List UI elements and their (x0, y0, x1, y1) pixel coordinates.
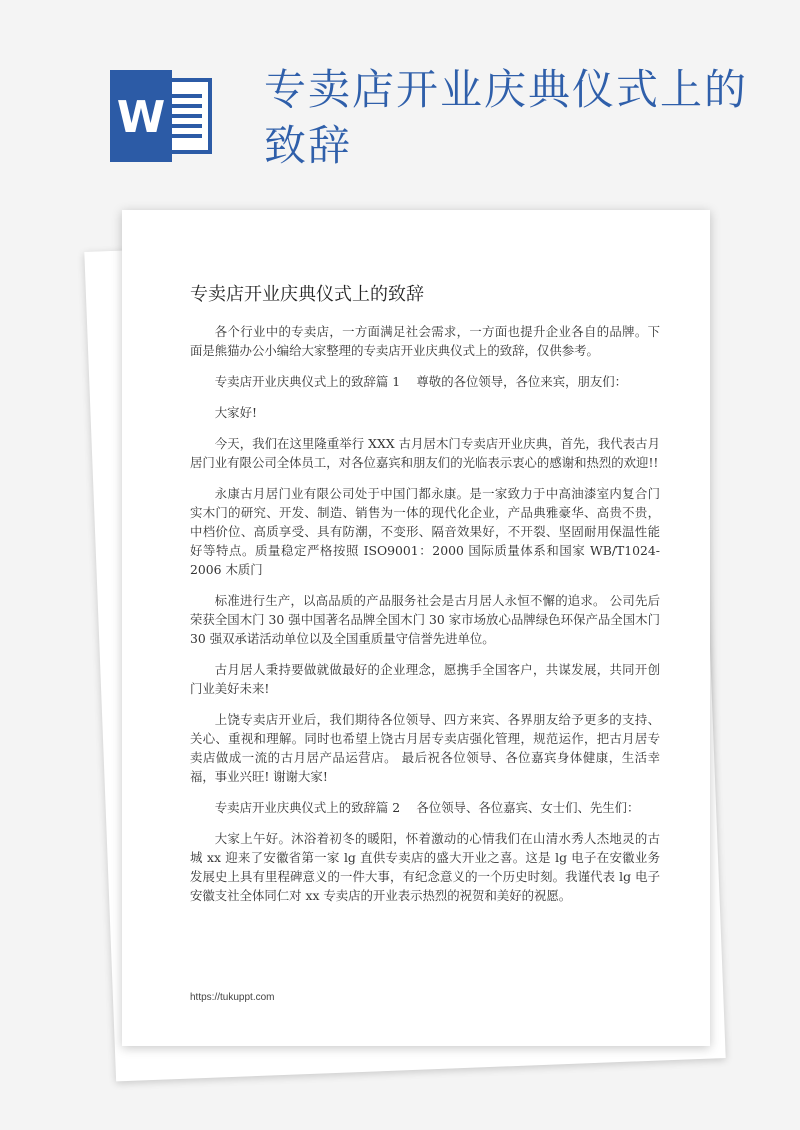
document-page (122, 210, 710, 1046)
paragraph: 大家上午好。沐浴着初冬的暖阳，怀着激动的心情我们在山清水秀人杰地灵的古城 xx 迎来了安徽省第一家 lg 直供专卖店的盛大开业之喜。这是 lg 电子在安徽业务发展史上具有里程碑意义的一件大事，有纪念意义的一个历史时刻。我谨代表 lg 电子安徽支社全体同仁对 xx 专卖店的开业表示热烈的祝贺和美好的祝愿。 (190, 831, 660, 903)
paragraph: 专卖店开业庆典仪式上的致辞篇 1 尊敬的各位领导，各位来宾，朋友们： (214, 374, 628, 389)
document-title: 专卖店开业庆典仪式上的致辞 (190, 284, 424, 305)
paragraph: 今天，我们在这里隆重举行 XXX 古月居木门专卖店开业庆典，首先，我代表古月居门业有限公司全体员工，对各位嘉宾和朋友们的光临表示衷心的感谢和热烈的欢迎!! (190, 436, 660, 470)
paragraph: 专卖店开业庆典仪式上的致辞篇 2 各位领导、各位嘉宾、女士们、先生们： (214, 800, 640, 815)
paragraph: 各个行业中的专卖店，一方面满足社会需求，一方面也提升企业各自的品牌。下面是熊猫办公小编给大家整理的专卖店开业庆典仪式上的致辞，仅供参考。 (190, 324, 660, 358)
paragraph: 大家好! (214, 405, 257, 420)
word-icon-letter: W (116, 92, 166, 143)
word-document-icon (110, 70, 212, 162)
page-title: 专卖店开业庆典仪式上的致辞 (264, 65, 749, 170)
paragraph: 标准进行生产，以高品质的产品服务社会是古月居人永恒不懈的追求。 公司先后荣获全国木门 30 强中国著名品牌全国木门 30 家市场放心品牌绿色环保产品全国木门 30 强双承诺活动单位以及全国重质量守信誉先进单位。 (190, 593, 660, 646)
paragraph: 上饶专卖店开业后，我们期待各位领导、四方来宾、各界朋友给予更多的支持、关心、重视和理解。同时也希望上饶古月居专卖店强化管理，规范运作，把古月居专卖店做成一流的古月居产品运营店。 最后祝各位领导、各位嘉宾身体健康，生活幸福，事业兴旺! 谢谢大家! (190, 712, 660, 784)
paragraph: 永康古月居门业有限公司处于中国门都永康。是一家致力于中高油漆室内复合门实木门的研究、开发、制造、销售为一体的现代化企业，产品典雅豪华、高贵不贵，中档价位、高质享受、具有防潮，不变形、隔音效果好，不开裂、坚固耐用保温性能好等特点。质量稳定严格按照 ISO9001：2000 国际质量体系和国家 WB/T1024-2006 木质门 (190, 486, 660, 577)
paragraph: 古月居人秉持要做就做最好的企业理念，愿携手全国客户，共谋发展，共同开创门业美好未来! (190, 662, 660, 696)
document-body (190, 322, 660, 917)
footer-url: https://tukuppt.com (190, 992, 275, 1003)
